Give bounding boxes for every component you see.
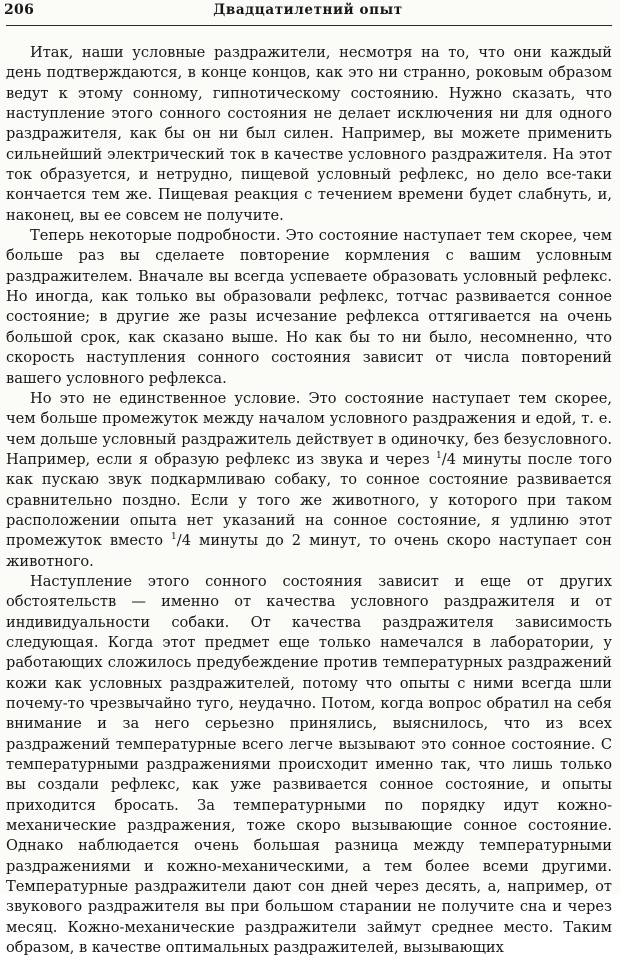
running-head [4,2,612,24]
paragraph-text: Но это не единственное условие. Это состояние наступает тем скорее, чем больше промежуток между началом условного раздражения и едой, т. е. чем дольше условный раздражитель действует в одиночку, без безусловного. Например, если я образую рефлекс из звука и через [6,389,612,468]
paragraph-text: минуты до 2 минут, то очень скоро наступает сон животного. [6,532,612,570]
running-title: Двадцатилетний опыт [213,2,403,18]
page-number: 206 [4,2,35,18]
body-text [6,43,612,958]
fraction-numerator: 1 [436,450,442,461]
paragraph: Наступление этого сонного состояния зависит и еще от других обстоятельств — именно от качества условного раздражителя и от индивидуальности собаки. От качества раздражителя зависимость следующая. Когда этот предмет еще только намечался в лаборатории, у работающих сложилось предубеждение против температурных раздражений кожи как условных раздражителей, потому что опыты с ними всегда шли почему-то чрезвычайно туго, неудачно. Потом, когда вопрос обратил на себя внимание и за него серьезно принялись, выяснилось, что из всех раздражений температурные всего легче вызывают это сонное состояние. С температурными раздражениями происходит именно так, что лишь только вы создали рефлекс, как уже развивается сонное состояние, и опыты приходится бросать. За температурными по порядку идут кожно-механические раздражения, тоже скоро вызывающие сонное состояние. Однако наблюдается очень большая разница между температурными раздражениями и кожно-механическими, а тем более всеми другими. Температурные раздражители дают сон дней через десять, а, например, от звукового раздражителя вы при большом старании не получите сна и через месяц. Кожно-механические раздражители займут среднее место. Таким образом, в качестве оптимальных раздражителей, вызывающих [6,572,612,957]
paragraph-text: минуты после того как пускаю звук подкармливаю собаку, то сонное состояние развивается сравнительно поздно. Если у того же животного, у которого при таком расположении опыта нет указаний на сонное состояние, я удлиню этот промежуток вместо [6,450,613,550]
fraction-denominator: 4 [446,450,456,468]
fraction-denominator: 4 [181,532,191,550]
fraction-numerator: 1 [171,532,177,543]
fraction: $^1$/4 [171,532,191,550]
paragraph [6,389,612,572]
paragraph: Теперь некоторые подробности. Это состояние наступает тем скорее, чем больше раз вы сделаете повторение кормления с вашим условным раздражителем. Вначале вы всегда успеваете образовать условный рефлекс. Но иногда, как только вы образовали рефлекс, тотчас развивается сонное состояние; в другие же разы исчезание рефлекса оттягивается на очень большой срок, как сказано выше. Но как бы то ни было, несомненно, что скорость наступления сонного состояния зависит от числа повторений вашего условного рефлекса. [6,227,612,387]
paragraph: Итак, наши условные раздражители, несмотря на то, что они каждый день подтверждаются, в конце концов, как это ни странно, роковым образом ведут к этому сонному, гипнотическому состоянию. Нужно сказать, что наступление этого сонного состояния не делает исключения ни для одного раздражителя, как бы он ни был силен. Например, вы можете применить сильнейший электрический ток в качестве условного раздражителя. На этот ток образуется, и нетрудно, пищевой условный рефлекс, но дело все-таки кончается тем же. Пищевая реакция с течением времени будет слабнуть, и, наконец, вы ее совсем не получите. [6,44,612,224]
fraction: $^1$/4 [436,450,456,468]
header-rule [6,25,612,26]
